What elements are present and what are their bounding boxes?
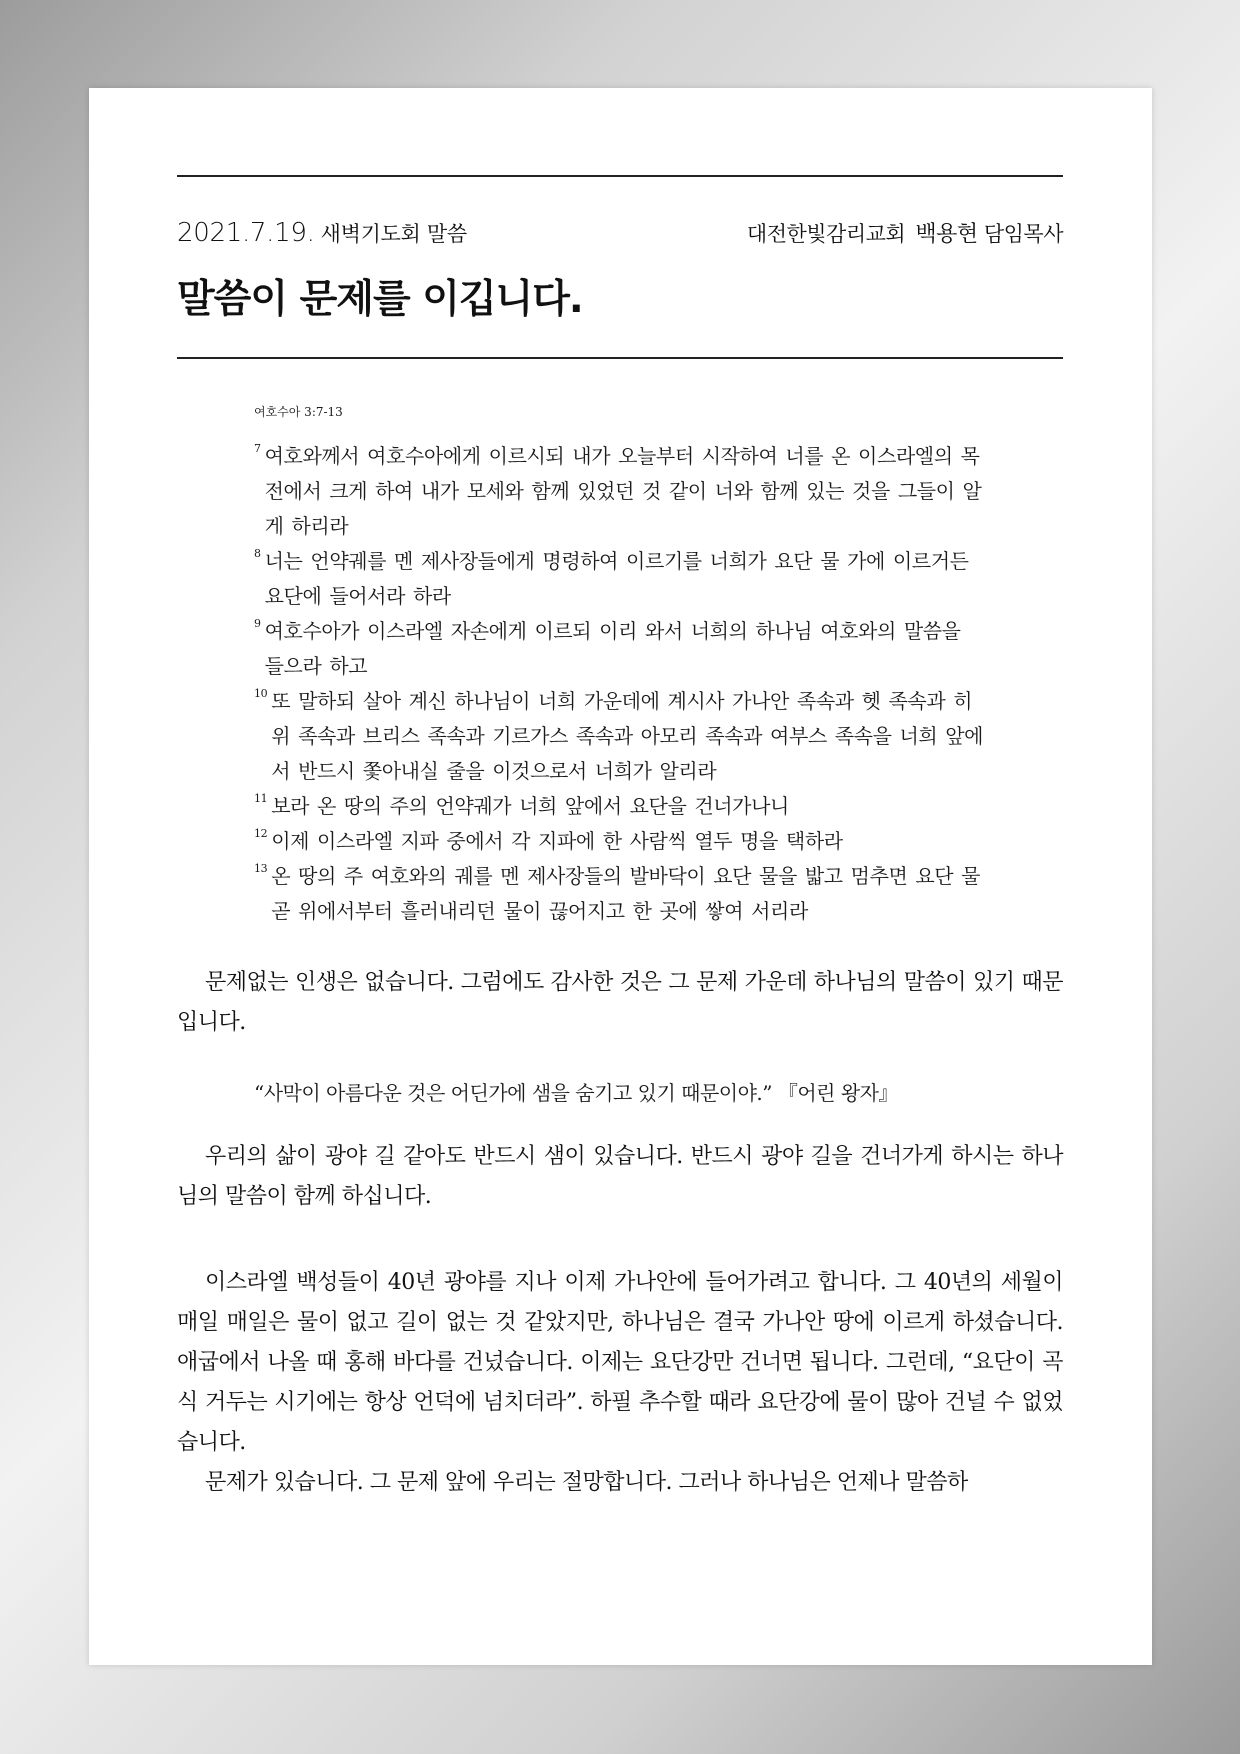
bottom-rule [177, 357, 1063, 359]
verse [254, 859, 984, 929]
body-paragraph: 문제없는 인생은 없습니다. 그럼에도 감사한 것은 그 문제 가운데 하나님의 말씀이 있기 때문입니다. [177, 970, 1063, 1035]
verse-number: 8 [254, 547, 261, 560]
verse-text: 여호수아가 이스라엘 자손에게 이르되 이리 와서 너희의 하나님 여호와의 말씀을 들으라 하고 [264, 619, 961, 678]
verse [254, 789, 984, 824]
document-page [89, 88, 1152, 1665]
verse-text: 보라 온 땅의 주의 언약궤가 너희 앞에서 요단을 건너가나니 [271, 794, 789, 818]
verse [254, 684, 984, 789]
verse [254, 614, 984, 684]
sermon-date: 2021.7.19. [177, 218, 315, 248]
verse [254, 439, 984, 544]
verse-number: 7 [254, 442, 261, 455]
date-line [177, 218, 467, 248]
pastor-title: 담임목사 [983, 222, 1063, 246]
body-paragraph: 문제가 있습니다. 그 문제 앞에 우리는 절망합니다. 그러나 하나님은 언제나 말씀하 [205, 1470, 968, 1495]
verse-text: 이제 이스라엘 지파 중에서 각 지파에 한 사람씩 열두 명을 택하라 [271, 829, 843, 853]
verse-text: 여호와께서 여호수아에게 이르시되 내가 오늘부터 시작하여 너를 온 이스라엘의 목전에서 크게 하여 내가 모세와 함께 있었던 것 같이 너와 함께 있는 것을 그들이 알게 하리라 [264, 444, 982, 538]
top-rule [177, 175, 1063, 177]
verse-text: 너는 언약궤를 멘 제사장들에게 명령하여 이르기를 너희가 요단 물 가에 이르거든 요단에 들어서라 하라 [264, 549, 969, 608]
verse-text: 온 땅의 주 여호와의 궤를 멘 제사장들의 발바닥이 요단 물을 밟고 멈추면 요단 물 곧 위에서부터 흘러내리던 물이 끊어지고 한 곳에 쌓여 서리라 [271, 864, 981, 923]
verse-number: 9 [254, 617, 261, 630]
verse-list [254, 439, 984, 929]
page-content [177, 175, 1063, 1503]
sermon-title: 말씀이 문제를 이깁니다. [177, 277, 583, 322]
verse-number: 10 [254, 687, 268, 700]
verse-text: 또 말하되 살아 계신 하나님이 너희 가운데에 계시사 가나안 족속과 헷 족속과 히위 족속과 브리스 족속과 기르가스 족속과 아모리 족속과 여부스 족속을 너희 앞에서 반드시 쫓아내실 줄을 이것으로서 너희가 알리라 [271, 689, 984, 783]
church-name: 대전한빛감리교회 [746, 222, 906, 246]
verse [254, 544, 984, 614]
pastor-name: 백용현 [915, 222, 978, 247]
pastor-line [747, 217, 1063, 248]
header-row [177, 217, 1063, 251]
quote: “사막이 아름다운 것은 어딘가에 샘을 숨기고 있기 때문이야.” 『어린 왕자』 [254, 1081, 898, 1105]
verse-number: 12 [254, 827, 268, 840]
verse-number: 13 [254, 862, 268, 875]
body-paragraph: 이스라엘 백성들이 40년 광야를 지나 이제 가나안에 들어가려고 합니다. 그 40년의 세월이 매일 매일은 물이 없고 길이 없는 것 같았지만, 하나님은 결국 가나안 땅에 이르게 하셨습니다. 애굽에서 나올 때 홍해 바다를 건넜습니다. 이제는 요단강만 건너면 됩니다. 그런데, “요단이 곡식 거두는 시기에는 항상 언덕에 넘치더라”. 하필 추수할 때라 요단강에 물이 많아 건널 수 없었습니다. [177, 1270, 1063, 1455]
scripture-block [254, 403, 984, 929]
sermon-body [177, 963, 1063, 1503]
verse [254, 824, 984, 859]
body-paragraph: 우리의 삶이 광야 길 같아도 반드시 샘이 있습니다. 반드시 광야 길을 건너가게 하시는 하나님의 말씀이 함께 하십니다. [177, 1144, 1063, 1209]
service-name: 새벽기도회 말씀 [320, 222, 467, 246]
scripture-reference: 여호수아 3:7-13 [254, 405, 343, 419]
verse-number: 11 [254, 792, 268, 805]
